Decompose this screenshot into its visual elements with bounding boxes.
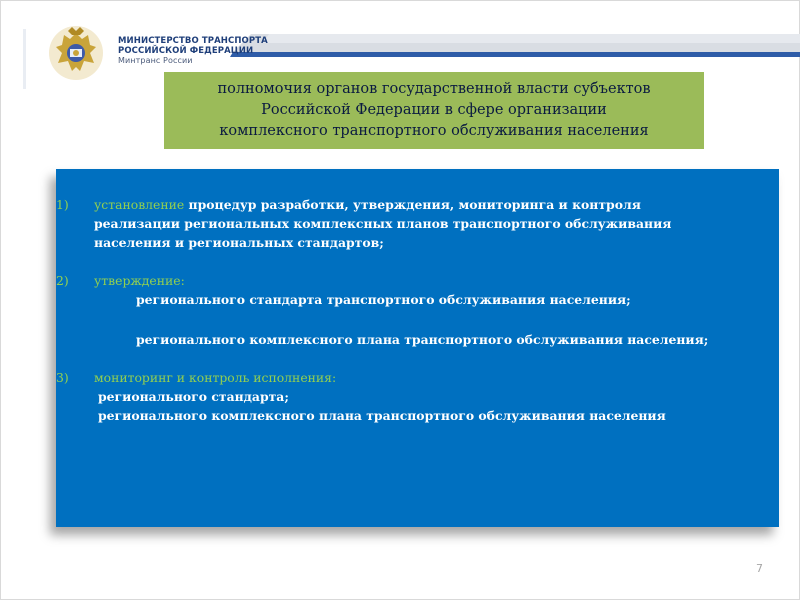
item-subtext: регионального стандарта; (98, 389, 289, 404)
title-line-3: комплексного транспортного обслуживания населения (219, 123, 649, 139)
content-panel (56, 169, 779, 527)
item-lead: утверждение: (94, 273, 185, 288)
list-item (56, 271, 779, 349)
list-number: 3) (56, 370, 69, 385)
title-line-1: полномочия органов государственной власти субъектов (217, 81, 651, 97)
list-number: 1) (56, 197, 69, 212)
item-text: процедур разработки, утверждения, мониторинга и контроля (184, 197, 641, 212)
ministry-line-2: РОССИЙСКОЙ ФЕДЕРАЦИИ (118, 46, 254, 56)
item-subtext: регионального комплексного плана транспортного обслуживания населения; (136, 332, 709, 347)
page-number: 7 (756, 562, 763, 575)
list-item (56, 368, 779, 425)
list-item (56, 195, 779, 252)
title-line-2: Российской Федерации в сфере организации (261, 102, 607, 118)
item-text: населения и региональных стандартов; (94, 235, 384, 250)
powers-list (56, 195, 779, 425)
ministry-line-1: МИНИСТЕРСТВО ТРАНСПОРТА (118, 36, 268, 46)
list-number: 2) (56, 273, 69, 288)
slide-title (164, 72, 704, 149)
ministry-short-name: Минтранс России (118, 56, 193, 65)
item-subtext: регионального стандарта транспортного обслуживания населения; (136, 292, 631, 307)
item-lead: мониторинг и контроль исполнения: (94, 370, 337, 385)
item-lead: установление (94, 197, 185, 212)
ministry-name (118, 36, 268, 66)
item-text: реализации региональных комплексных планов транспортного обслуживания (94, 216, 672, 231)
double-headed-eagle-emblem-icon (46, 23, 106, 83)
item-subtext: регионального комплексного плана транспортного обслуживания населения (98, 408, 666, 423)
